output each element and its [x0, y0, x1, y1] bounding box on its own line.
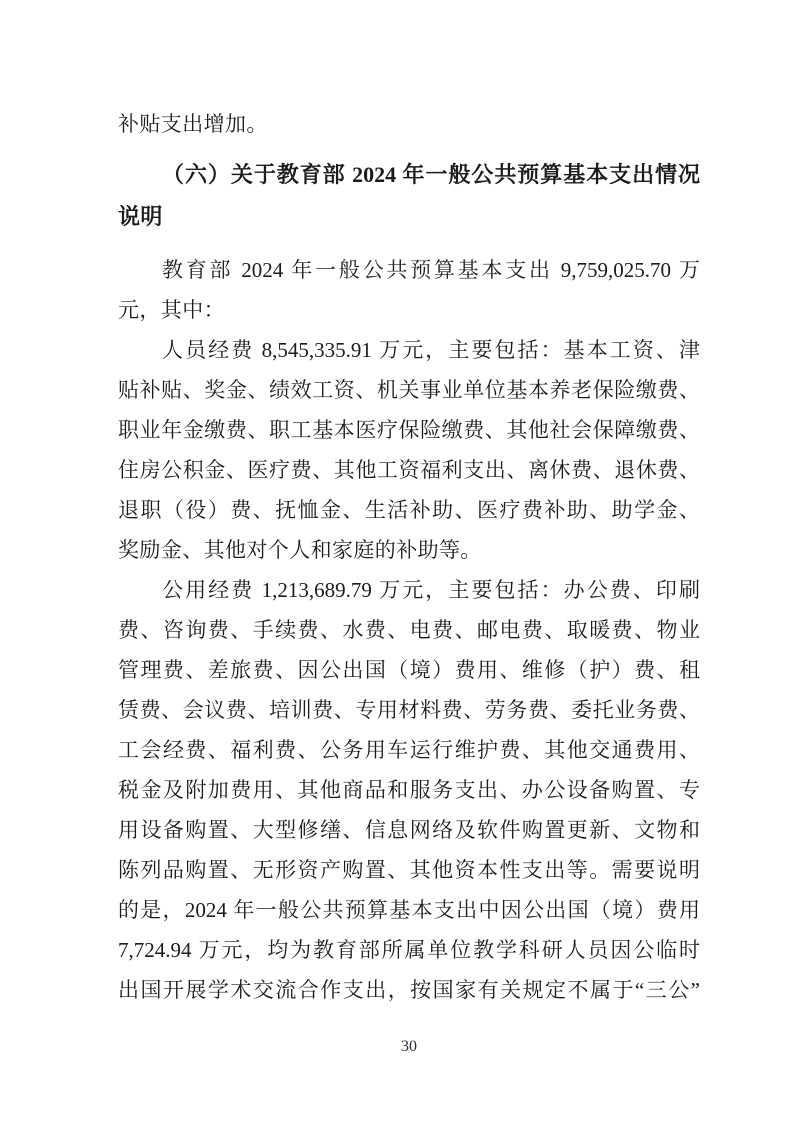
page-number: 30 — [401, 1038, 417, 1055]
text-line: 的是，2024 年一般公共预算基本支出中因公出国（境）费用 — [118, 898, 700, 922]
text-line: 出国开展学术交流合作支出，按国家有关规定不属于“三公” — [118, 978, 700, 1002]
text-line: 公用经费 1,213,689.79 万元，主要包括：办公费、印刷 — [162, 578, 700, 602]
text-line: 补贴支出增加。 — [118, 112, 268, 136]
text-line: 贴补贴、奖金、绩效工资、机关事业单位基本养老保险缴费、 — [118, 378, 700, 402]
text-line: 费、咨询费、手续费、水费、电费、邮电费、取暖费、物业 — [118, 618, 700, 642]
text-line: 税金及附加费用、其他商品和服务支出、办公设备购置、专 — [118, 778, 700, 802]
text-line: 用设备购置、大型修缮、信息网络及软件购置更新、文物和 — [118, 818, 700, 842]
text-line: 退职（役）费、抚恤金、生活补助、医疗费补助、助学金、 — [118, 498, 700, 522]
text-line: 管理费、差旅费、因公出国（境）费用、维修（护）费、租 — [118, 658, 700, 682]
text-line: 7,724.94 万元，均为教育部所属单位教学科研人员因公临时 — [118, 938, 700, 962]
text-line: 赁费、会议费、培训费、专用材料费、劳务费、委托业务费、 — [118, 698, 700, 722]
text-line: 元，其中： — [118, 298, 225, 322]
text-line: 职业年金缴费、职工基本医疗保险缴费、其他社会保障缴费、 — [118, 418, 700, 442]
section-heading-line: （六）关于教育部 2024 年一般公共预算基本支出情况 — [162, 162, 700, 187]
document-body — [118, 104, 700, 1010]
text-line: 陈列品购置、无形资产购置、其他资本性支出等。需要说明 — [118, 858, 700, 882]
text-line: 人员经费 8,545,335.91 万元，主要包括：基本工资、津 — [162, 338, 700, 362]
text-line: 教育部 2024 年一般公共预算基本支出 9,759,025.70 万 — [162, 258, 700, 282]
text-line: 住房公积金、医疗费、其他工资福利支出、离休费、退休费、 — [118, 458, 700, 482]
text-line: 奖励金、其他对个人和家庭的补助等。 — [118, 538, 482, 562]
section-heading-line: 说明 — [118, 204, 163, 229]
text-line: 工会经费、福利费、公务用车运行维护费、其他交通费用、 — [118, 738, 700, 762]
